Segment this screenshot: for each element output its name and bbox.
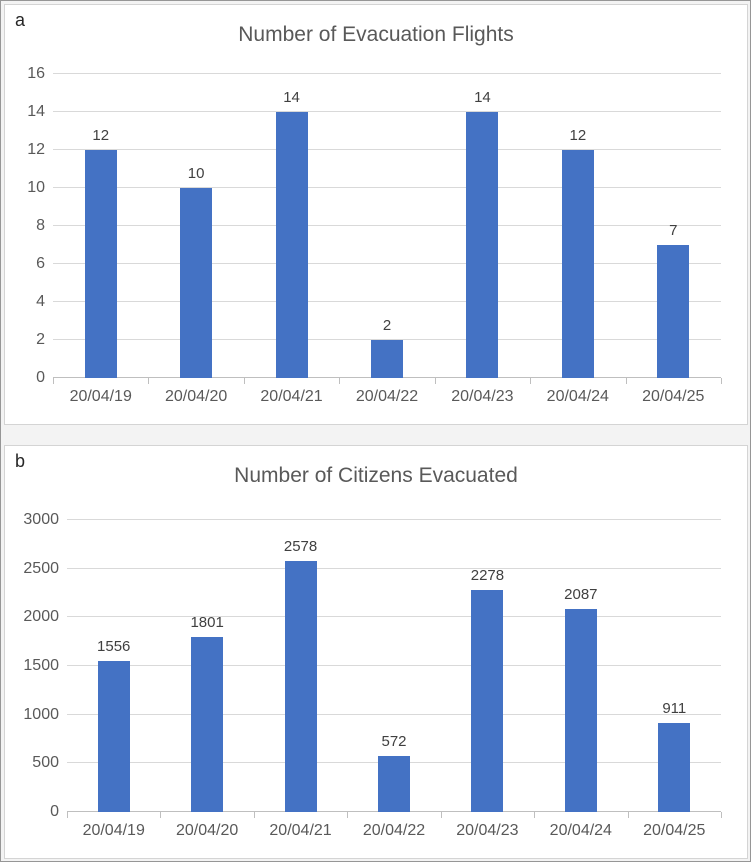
bar-value-label: 1801 xyxy=(190,613,224,631)
axis-tick xyxy=(441,812,442,818)
chart-title-b: Number of Citizens Evacuated xyxy=(234,464,518,487)
x-axis-labels xyxy=(67,822,721,840)
y-tick-label: 3000 xyxy=(23,511,59,528)
x-tick-label: 20/04/22 xyxy=(362,822,426,839)
axis-tick xyxy=(244,378,245,384)
x-tick-label: 20/04/20 xyxy=(175,822,239,839)
bar-value-label: 10 xyxy=(187,165,205,182)
x-tick-label: 20/04/25 xyxy=(643,822,706,839)
y-tick-label: 8 xyxy=(36,217,45,234)
bar xyxy=(285,561,317,812)
y-tick-label: 10 xyxy=(27,179,45,196)
bar xyxy=(562,150,594,378)
bar-value-label: 7 xyxy=(669,222,678,239)
panel-letter-a: a xyxy=(15,10,26,30)
x-tick-label: 20/04/19 xyxy=(69,388,132,405)
gridline xyxy=(67,665,721,666)
bar xyxy=(180,188,212,378)
y-tick-label: 1500 xyxy=(23,657,59,674)
bar xyxy=(378,756,410,812)
y-tick-label: 14 xyxy=(27,103,45,120)
bar xyxy=(371,340,403,378)
bar-value-label: 12 xyxy=(569,127,587,144)
axis-tick xyxy=(530,378,531,384)
axis-tick xyxy=(339,378,340,384)
bar-chart-citizens xyxy=(5,446,747,858)
bar xyxy=(658,723,690,812)
bar-value-label: 911 xyxy=(662,700,687,718)
axis-tick xyxy=(721,812,722,818)
bar xyxy=(466,112,498,378)
bar-value-label: 2 xyxy=(382,317,392,334)
x-tick-label: 20/04/21 xyxy=(260,388,323,405)
y-tick-label: 2000 xyxy=(23,608,59,626)
bar xyxy=(191,637,223,812)
bar-value-label: 2578 xyxy=(283,538,318,556)
bar xyxy=(98,661,130,812)
axis-tick xyxy=(160,812,161,818)
y-tick-label: 12 xyxy=(27,141,45,158)
bar xyxy=(85,150,117,378)
x-tick-label: 20/04/24 xyxy=(546,388,609,405)
axis-tick xyxy=(148,378,149,384)
plot-area xyxy=(27,65,721,386)
gridline xyxy=(67,714,721,715)
panel-b xyxy=(4,445,748,859)
axis-tick xyxy=(626,378,627,384)
axis-tick xyxy=(435,378,436,384)
bar-value-label: 12 xyxy=(92,127,110,144)
bar xyxy=(276,112,308,378)
gridline xyxy=(53,225,721,226)
chart-title-a: Number of Evacuation Flights xyxy=(238,23,514,46)
x-tick-label: 20/04/20 xyxy=(164,388,228,405)
x-tick-label: 20/04/24 xyxy=(549,822,612,839)
axis-tick xyxy=(67,812,68,818)
bar-value-label: 572 xyxy=(381,733,407,751)
y-tick-label: 16 xyxy=(27,65,45,82)
y-tick-label: 0 xyxy=(36,369,45,386)
x-tick-label: 20/04/23 xyxy=(456,822,519,839)
y-tick-label: 6 xyxy=(36,255,45,272)
gridline xyxy=(53,73,721,74)
y-tick-label: 2 xyxy=(36,331,45,348)
x-tick-label: 20/04/21 xyxy=(269,822,332,839)
bar-value-label: 2278 xyxy=(470,567,505,585)
gridline xyxy=(53,149,721,150)
bar-value-label: 14 xyxy=(283,89,300,106)
axis-tick xyxy=(534,812,535,818)
bar-value-label: 1556 xyxy=(97,637,131,655)
gridline xyxy=(67,616,721,617)
panel-a xyxy=(4,4,748,425)
y-tick-label: 4 xyxy=(36,293,45,310)
bar xyxy=(565,609,597,812)
x-tick-label: 20/04/23 xyxy=(451,388,514,405)
gridline xyxy=(67,568,721,569)
axis-tick xyxy=(721,378,722,384)
axis-tick xyxy=(254,812,255,818)
y-tick-label: 2500 xyxy=(23,559,59,577)
bar-value-label: 14 xyxy=(474,89,491,106)
gridline xyxy=(53,187,721,188)
bar-value-label: 2087 xyxy=(564,585,598,603)
y-tick-label: 0 xyxy=(50,803,59,820)
gridline xyxy=(53,263,721,264)
bar xyxy=(471,590,503,812)
axis-tick xyxy=(53,378,54,384)
axis-tick xyxy=(347,812,348,818)
bar-chart-flights xyxy=(5,5,747,424)
gridline xyxy=(67,519,721,520)
x-tick-label: 20/04/25 xyxy=(642,388,705,405)
gridline xyxy=(53,111,721,112)
plot-area xyxy=(23,511,721,820)
x-tick-label: 20/04/22 xyxy=(355,388,419,405)
gridline xyxy=(53,301,721,302)
bar xyxy=(657,245,689,378)
x-tick-label: 20/04/19 xyxy=(82,822,145,839)
axis-tick xyxy=(628,812,629,818)
y-tick-label: 500 xyxy=(32,754,59,772)
x-axis-labels xyxy=(53,388,721,406)
panel-letter-b: b xyxy=(15,451,26,471)
y-tick-label: 1000 xyxy=(23,705,59,723)
